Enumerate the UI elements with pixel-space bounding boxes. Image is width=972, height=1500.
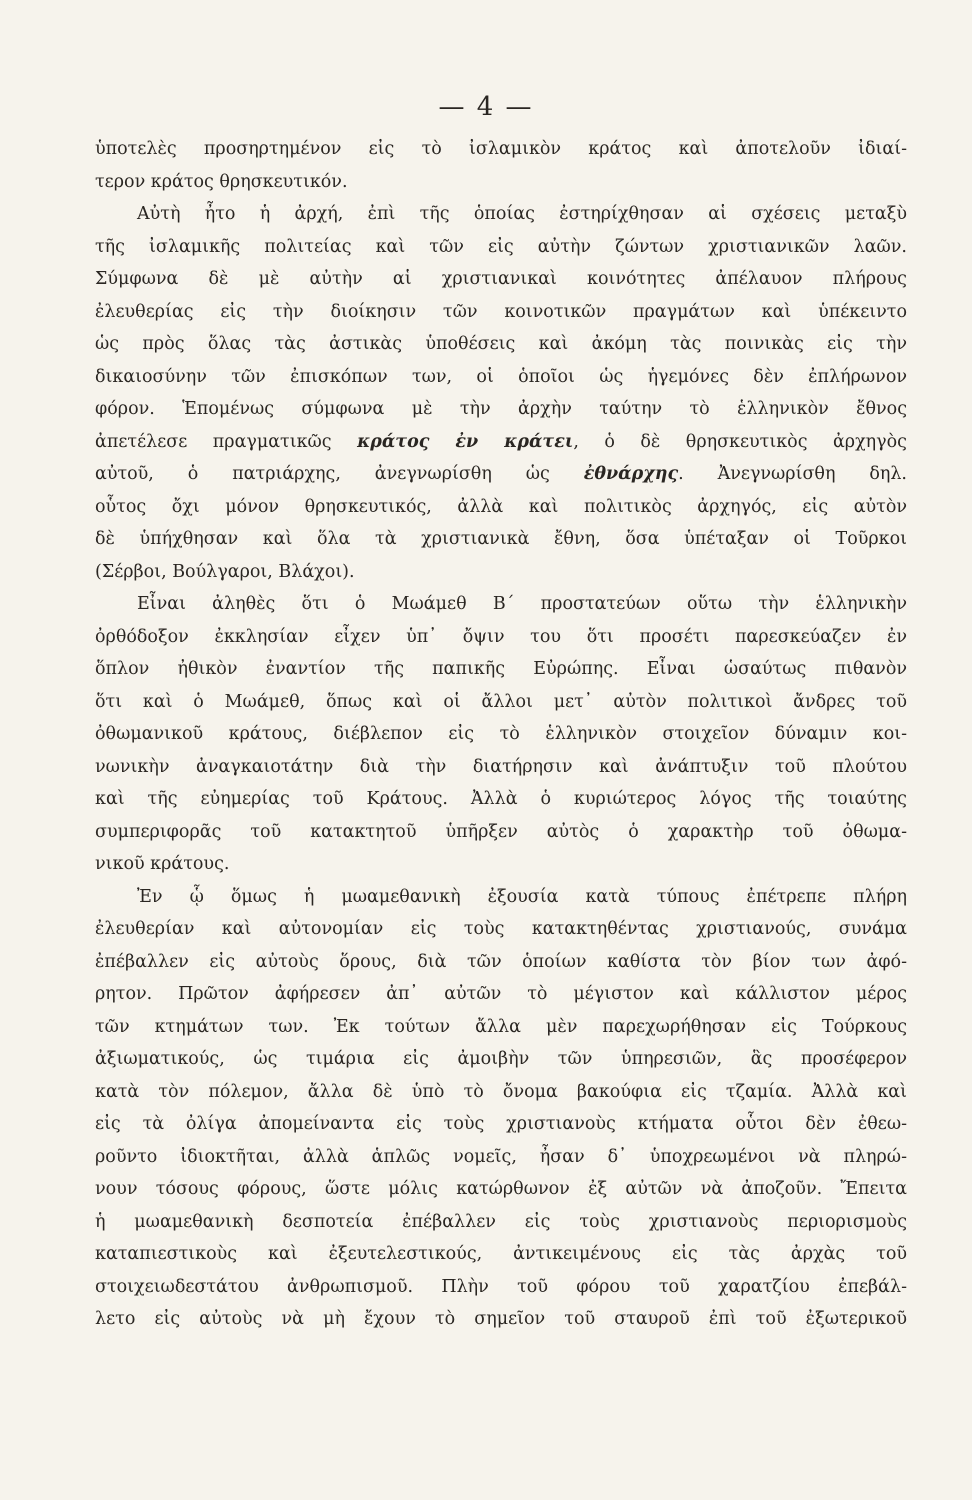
text-line: ὀθωμανικοῦ κράτους, διέβλεπον εἰς τὸ ἑλληνικὸν στοιχεῖον δύναμιν κοι- xyxy=(95,724,907,744)
text-line: καὶ τῆς εὐημερίας τοῦ Κράτους. Ἀλλὰ ὁ κυριώτερος λόγος τῆς τοιαύτης xyxy=(95,789,907,809)
text-line: τῶν κτημάτων των. Ἐκ τούτων ἄλλα μὲν παρεχωρήθησαν εἰς Τούρκους xyxy=(95,1016,907,1037)
page-number: — 4 — xyxy=(438,92,534,122)
text-line: ὑποτελὲς προσηρτημένον εἰς τὸ ἰσλαμικὸν κράτος καὶ ἀποτελοῦν ἰδιαί- xyxy=(95,139,907,159)
text-line: ὡς πρὸς ὅλας τὰς ἀστικὰς ὑποθέσεις καὶ ἀκόμη τὰς ποινικὰς εἰς τὴν xyxy=(95,334,907,354)
emphasis-text: ἐθνάρχης xyxy=(583,464,679,484)
text-segment: , ὁ δὲ θρησκευτικὸς ἀρχηγὸς xyxy=(573,431,907,452)
body-text xyxy=(95,133,907,1336)
text-segment: αὐτοῦ, ὁ πατριάρχης, ἀνεγνωρίσθη ὡς xyxy=(95,464,550,484)
text-line: ἀξιωματικούς, ὡς τιμάρια εἰς ἀμοιβὴν τῶν ὑπηρεσιῶν, ἃς προσέφερον xyxy=(95,1049,907,1069)
text-line: ροῦντο ἰδιοκτῆται, ἀλλὰ ἁπλῶς νομεῖς, ἦσαν δ᾿ ὑποχρεωμένοι νὰ πληρώ- xyxy=(95,1146,907,1167)
text-line: στοιχειωδεστάτου ἀνθρωπισμοῦ. Πλὴν τοῦ φόρου τοῦ χαρατζίου ἐπεβάλ- xyxy=(95,1276,907,1297)
text-line: φόρον. Ἑπομένως σύμφωνα μὲ τὴν ἀρχὴν ταύτην τὸ ἑλληνικὸν ἔθνος xyxy=(95,399,907,419)
text-line: κατὰ τὸν πόλεμον, ἄλλα δὲ ὑπὸ τὸ ὄνομα βακούφια εἰς τζαμία. Ἀλλὰ καὶ xyxy=(95,1081,907,1102)
text-segment: ἀπετέλεσε πραγματικῶς xyxy=(95,431,332,452)
text-line: εἰς τὰ ὀλίγα ἀπομείναντα εἰς τοὺς χριστιανοὺς κτήματα οὗτοι δὲν ἐθεω- xyxy=(95,1114,907,1134)
text-line: ὅτι καὶ ὁ Μωάμεθ, ὅπως καὶ οἱ ἄλλοι μετ᾿ αὐτὸν πολιτικοὶ ἄνδρες τοῦ xyxy=(95,691,907,712)
text-line: ἡ μωαμεθανικὴ δεσποτεία ἐπέβαλλεν εἰς τοὺς χριστιανοὺς περιορισμοὺς xyxy=(95,1211,907,1232)
text-line: οὗτος ὄχι μόνον θρησκευτικός, ἀλλὰ καὶ πολιτικὸς ἀρχηγός, εἰς αὐτὸν xyxy=(95,496,907,517)
text-line xyxy=(95,426,907,459)
text-line: (Σέρβοι, Βούλγαροι, Βλάχοι). xyxy=(95,561,355,582)
text-line: νουν τόσους φόρους, ὥστε μόλις κατώρθωνον ἐξ αὐτῶν νὰ ἀποζοῦν. Ἔπειτα xyxy=(95,1179,907,1199)
text-line: λετο εἰς αὐτοὺς νὰ μὴ ἔχουν τὸ σημεῖον τοῦ σταυροῦ ἐπὶ τοῦ ἐξωτερικοῦ xyxy=(95,1309,907,1329)
text-line: ἐλευθερίας εἰς τὴν διοίκησιν τῶν κοινοτικῶν πραγμάτων καὶ ὑπέκειντο xyxy=(95,301,907,322)
text-line: ρητον. Πρῶτον ἀφήρεσεν ἀπ᾿ αὐτῶν τὸ μέγιστον καὶ κάλλιστον μέρος xyxy=(95,984,907,1004)
text-line: Σύμφωνα δὲ μὲ αὐτὴν αἱ χριστιανικαὶ κοινότητες ἀπέλαυον πλήρους xyxy=(95,269,907,289)
text-line: ὀρθόδοξον ἐκκλησίαν εἶχεν ὑπ᾿ ὄψιν του ὅτι προσέτι παρεσκεύαζεν ἐν xyxy=(95,626,907,647)
text-line: συμπεριφορᾶς τοῦ κατακτητοῦ ὑπῆρξεν αὐτὸς ὁ χαρακτὴρ τοῦ ὀθωμα- xyxy=(95,821,907,842)
text-line: ὅπλον ἠθικὸν ἐναντίον τῆς παπικῆς Εὐρώπης. Εἶναι ὡσαύτως πιθανὸν xyxy=(95,659,907,679)
text-line: ἐλευθερίαν καὶ αὐτονομίαν εἰς τοὺς κατακτηθέντας χριστιανούς, συνάμα xyxy=(95,919,907,939)
text-line: Εἶναι ἀληθὲς ὅτι ὁ Μωάμεθ Β΄ προστατεύων οὕτω τὴν ἑλληνικὴν xyxy=(137,594,907,614)
text-line: Ἐν ᾧ ὅμως ἡ μωαμεθανικὴ ἐξουσία κατὰ τύπους ἐπέτρεπε πλήρη xyxy=(137,886,907,907)
text-line: καταπιεστικοὺς καὶ ἐξευτελεστικούς, ἀντικειμένους εἰς τὰς ἀρχὰς τοῦ xyxy=(95,1244,907,1264)
text-line: δικαιοσύνην τῶν ἐπισκόπων των, οἱ ὁποῖοι ὡς ἡγεμόνες δὲν ἐπλήρωνον xyxy=(95,366,907,387)
text-line: νωνικὴν ἀναγκαιοτάτην διὰ τὴν διατήρησιν καὶ ἀνάπτυξιν τοῦ πλούτου xyxy=(95,756,907,777)
text-line: τῆς ἰσλαμικῆς πολιτείας καὶ τῶν εἰς αὐτὴν ζώντων χριστιανικῶν λαῶν. xyxy=(95,236,907,257)
text-line: ἐπέβαλλεν εἰς αὐτοὺς ὅρους, διὰ τῶν ὁποίων καθίστα τὸν βίον των ἀφό- xyxy=(95,951,907,972)
text-line xyxy=(95,458,907,491)
text-line: δὲ ὑπήχθησαν καὶ ὅλα τὰ χριστιανικὰ ἔθνη, ὅσα ὑπέταξαν οἱ Τοῦρκοι xyxy=(95,529,907,549)
text-line: τερον κράτος θρησκευτικόν. xyxy=(95,171,348,192)
text-line: νικοῦ κράτους. xyxy=(95,854,230,874)
text-line: Αὐτὴ ἦτο ἡ ἀρχή, ἐπὶ τῆς ὁποίας ἐστηρίχθησαν αἱ σχέσεις μεταξὺ xyxy=(137,204,907,224)
text-segment: . Ἀνεγνωρίσθη δηλ. xyxy=(678,464,907,484)
emphasis-text: κράτος ἐν κράτει xyxy=(357,431,574,452)
